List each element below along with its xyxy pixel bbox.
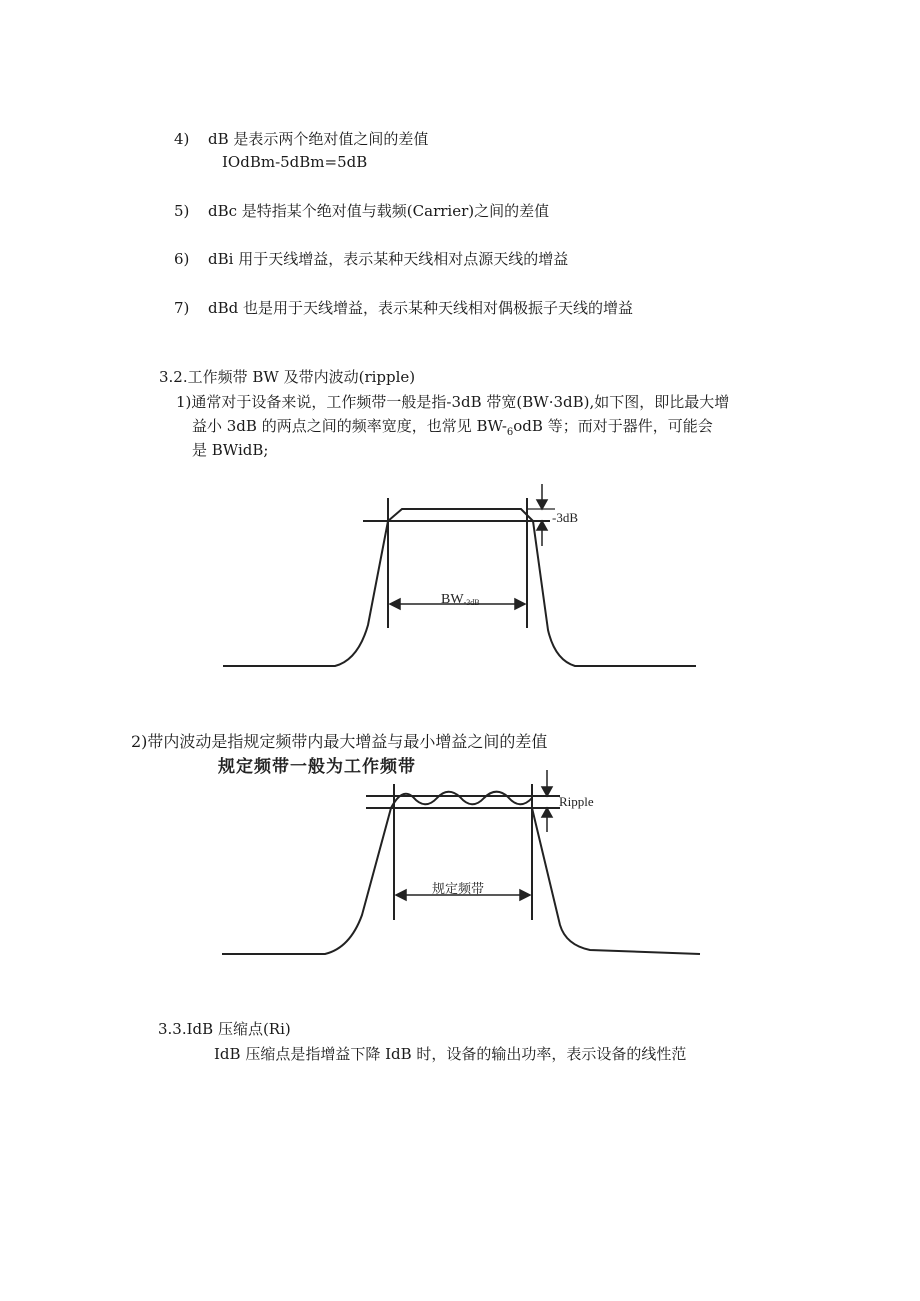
section-3-2-heading: 3.2.工作频带 BW 及带内波动(ripple) xyxy=(159,368,416,386)
list-number-5: 5) xyxy=(174,202,190,220)
list-item-4-example: IOdBm-5dBm=5dB xyxy=(222,153,368,171)
list-number-4: 4) xyxy=(174,130,190,148)
para1-line2-a: 益小 3dB 的两点之间的频率宽度，也常见 BW- xyxy=(192,417,507,435)
list-number-6: 6) xyxy=(174,250,190,268)
section-3-3-heading: 3.3.IdB 压缩点(Ri) xyxy=(158,1020,291,1038)
para1-line2-subscript: 6 xyxy=(506,427,514,438)
ripple-up-arrowhead xyxy=(542,808,552,817)
band-label: 规定频带 xyxy=(432,881,485,896)
ripple-response-curve xyxy=(222,792,700,954)
minus-3db-label: -3dB xyxy=(552,510,578,525)
list-item-7-text: dBd 也是用于天线增益，表示某种天线相对偶极振子天线的增益 xyxy=(208,299,633,317)
bw-label-main: BW xyxy=(441,592,464,607)
list-item-5-text: dBc 是特指某个绝对值与载频(Carrier)之间的差值 xyxy=(208,202,550,220)
list-number-7: 7) xyxy=(174,299,190,317)
list-item-4-text: dB 是表示两个绝对值之间的差值 xyxy=(208,130,429,148)
section-3-2-para1-line3: 是 BWidB; xyxy=(192,441,269,459)
bw-label-subscript: -3dB xyxy=(463,598,480,607)
ripple-down-arrowhead xyxy=(542,787,552,796)
band-left-arrowhead xyxy=(396,890,406,900)
list-item-6-text: dBi 用于天线增益，表示某种天线相对点源天线的增益 xyxy=(208,250,569,268)
band-right-arrowhead xyxy=(520,890,530,900)
para1-line2-b: odB 等；而对于器件，可能会 xyxy=(513,417,713,435)
ripple-label: Ripple xyxy=(559,794,594,809)
figure-2-caption: 规定频带一般为工作频带 xyxy=(218,757,416,777)
section-3-2-para1-line1: 1)通常对于设备来说，工作频带一般是指-3dB 带宽(BW·3dB),如下图，即比最大增 xyxy=(176,393,730,411)
section-3-2-para2: 2)带内波动是指规定频带内最大增益与最小增益之间的差值 xyxy=(131,732,548,751)
section-3-3-para: IdB 压缩点是指增益下降 IdB 时，设备的输出功率，表示设备的线性范 xyxy=(214,1045,687,1063)
